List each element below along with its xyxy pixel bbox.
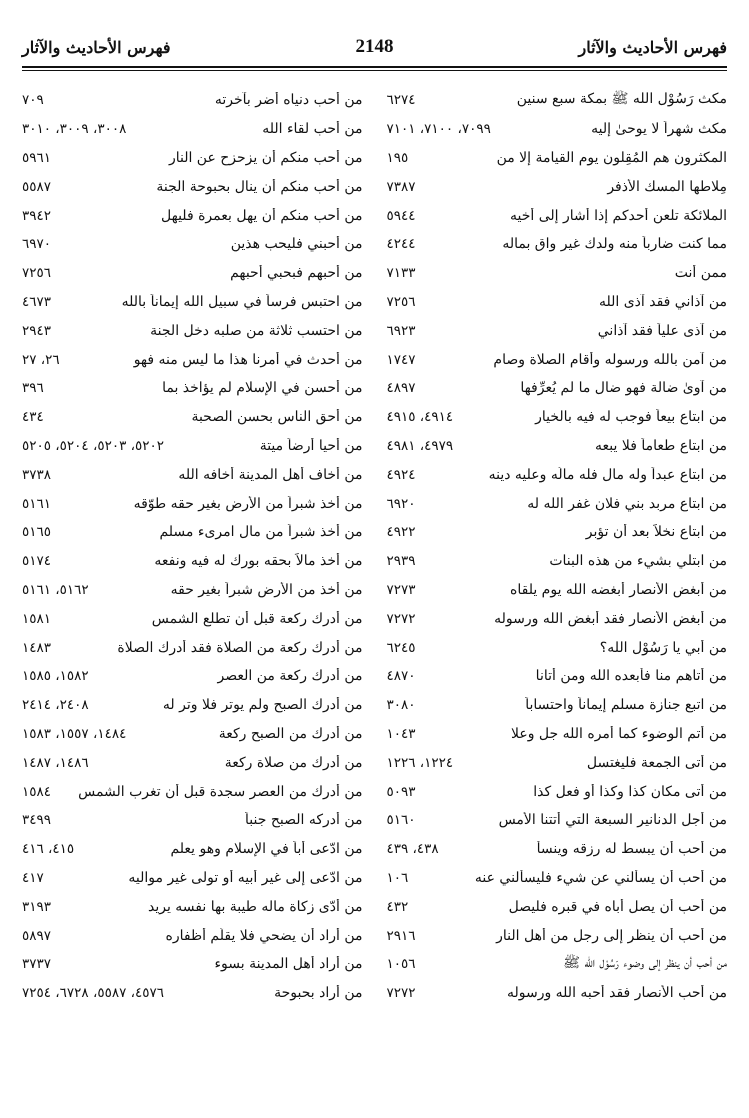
hadith-reference-number: ١٠٥٦ [386,956,416,973]
index-entry [22,172,363,201]
hadith-text: من اتبع جنازة مسلم إيماناً واحتساباً [525,697,727,714]
index-entry [22,748,363,777]
left-column [22,86,363,1098]
hadith-reference-number: ١٠٦ [386,869,409,886]
index-entry [22,489,363,518]
index-entry [22,604,363,633]
hadith-reference-number: ١٩٥ [386,149,409,166]
index-entry [387,892,728,921]
index-entry [387,518,728,547]
index-entry [22,288,363,317]
hadith-text: من أحب أن ينظر إلى رجل من أهل النار [496,927,727,944]
hadith-reference-number: ٤٣٢ [386,898,409,915]
index-entry [387,230,728,259]
hadith-text: من آذى علياً فقد آذاني [597,322,727,339]
hadith-text: من آذاني فقد آذى الله [598,293,727,310]
index-entry [387,921,728,950]
hadith-text: من أخذ من الأرض شبراً بغير حقه [170,581,363,598]
index-entry [387,864,728,893]
hadith-text: من ادّعى إلى غير أبيه أو تولى غير مواليه [128,869,363,886]
index-entry [22,979,363,1008]
hadith-text: من أدرك ركعة قبل أن تطلع الشمس [151,610,363,627]
hadith-text: من آوىٰ ضالة فهو ضال ما لم يُعرِّفها [520,380,727,397]
index-entry [387,720,728,749]
hadith-reference-number: ٥٥٨٧ [22,178,52,195]
hadith-text: من أبغض الأنصار أبغضه الله يوم يلقاه [510,581,727,598]
hadith-reference-number: ١٢٢٤، ١٢٢٦ [386,754,454,771]
hadith-text: من أحب منكم أن يزحزح عن النار [168,149,363,166]
hadith-reference-number: ٤٣٤ [22,409,44,426]
hadith-text: من أحب دنياه أضر بآخرته [214,92,363,109]
hadith-reference-number: ٣٠٠٨، ٣٠٠٩، ٣٠١٠ [22,121,127,138]
hadith-text: من أحيا أرضاً ميتة [259,437,363,454]
hadith-reference-number: ٦٩٧٠ [22,236,52,253]
hadith-reference-number: ٣١٩٣ [22,898,52,915]
page-header [22,30,727,64]
hadith-text: من أحب أن يصل أباه في قبره فليصل [508,898,727,915]
hadith-reference-number: ٢٩٤٣ [22,322,52,339]
hadith-text: من أحق الناس بحسن الصحبة [191,409,363,426]
hadith-text: من ابتلي بشيء من هذه البنات [549,553,727,570]
hadith-reference-number: ٣٧٣٨ [22,466,52,483]
index-entry [387,172,728,201]
hadith-reference-number: ٥٠٩٣ [386,783,416,800]
hadith-reference-number: ٢٩١٦ [386,927,416,944]
index-entry [22,921,363,950]
index-entry [387,979,728,1008]
hadith-reference-number: ٣٠٨٠ [386,697,416,714]
index-entry [387,403,728,432]
hadith-reference-number: ٥١٦٠ [386,812,416,829]
hadith-reference-number: ٣٧٣٧ [22,956,52,973]
hadith-reference-number: ٧٢٥٦ [22,265,52,282]
hadith-reference-number: ٦٢٤٥ [386,639,416,656]
hadith-text: من أخذ شبراً من مال امرىء مسلم [159,524,363,541]
hadith-reference-number: ١٥٨٢، ١٥٨٥ [22,668,89,685]
index-entry [22,259,363,288]
page-number: 2148 [355,36,394,57]
hadith-text: من أراد بحبوحة [274,985,363,1002]
hadith-text: من أخذ شبراً من الأرض بغير حقه طوّقه [133,495,363,512]
hadith-reference-number: ٧٣٨٧ [386,178,416,195]
index-entry [387,86,728,115]
hadith-text: من أخذ مالاً بحقه بورك له فيه ونفعه [154,553,363,570]
hadith-reference-number: ٢٦، ٢٧ [22,351,60,368]
index-entry [387,950,728,979]
hadith-text: من أبي يا رَسُوْل الله؟ [599,639,727,656]
index-columns [22,86,727,1098]
hadith-text: من أتاهم منا فأبعده الله ومن أتانا [535,668,727,685]
hadith-text: مِلاطها المسك الأذفر [607,178,727,195]
hadith-reference-number: ٣٩٦ [22,380,44,397]
hadith-reference-number: ٧٢٧٣ [386,581,416,598]
index-entry [387,460,728,489]
hadith-reference-number: ٤٣٨، ٤٣٩ [386,841,439,858]
index-entry [387,432,728,461]
index-entry [387,806,728,835]
index-entry [22,201,363,230]
hadith-reference-number: ٤١٥، ٤١٦ [22,841,75,858]
index-entry [387,835,728,864]
index-entry [22,691,363,720]
index-entry [387,662,728,691]
hadith-text: من أحب منكم أن ينال بحبوحة الجنة [156,178,363,195]
index-entry [387,259,728,288]
hadith-reference-number: ٥٨٩٧ [22,927,52,944]
hadith-reference-number: ٥٩٦١ [22,149,52,166]
hadith-reference-number: ٦٢٧٤ [386,92,416,109]
hadith-text: مما كنت ضارباً منه ولدك غير واق بماله [502,236,727,253]
hadith-text: من أحب منكم أن يهل بعمرة فليهل [161,207,363,224]
hadith-reference-number: ٢٩٣٩ [386,553,416,570]
index-entry [387,288,728,317]
hadith-text: من أجل الدنانير السبعة التي أتتنا الأمس [498,812,727,829]
index-entry [22,777,363,806]
hadith-text: من ابتاع مربد بني فلان غفر الله له [527,495,727,512]
hadith-text: من آمن بالله ورسوله وأقام الصلاة وصام [493,351,727,368]
hadith-reference-number: ٥٩٤٤ [386,207,416,224]
index-entry [387,604,728,633]
index-entry [387,115,728,144]
index-entry [22,518,363,547]
index-entry [22,460,363,489]
hadith-reference-number: ٤٩٢٢ [386,524,416,541]
index-entry [387,374,728,403]
index-entry [22,864,363,893]
hadith-reference-number: ٣٩٤٢ [22,207,52,224]
index-entry [387,748,728,777]
hadith-reference-number: ٤٥٧٦، ٥٥٨٧، ٦٧٢٨، ٧٢٥٤ [22,985,165,1002]
hadith-reference-number: ٤٩٧٩، ٤٩٨١ [386,437,454,454]
hadith-reference-number: ١٧٤٧ [386,351,416,368]
index-entry [22,345,363,374]
index-entry [22,806,363,835]
hadith-reference-number: ٥٢٠٢، ٥٢٠٣، ٥٢٠٤، ٥٢٠٥ [22,437,165,454]
hadith-text: من ابتاع عبداً وله مال فله مالُه وعليه دينه [488,466,727,483]
hadith-text: من أدّى زكاة ماله طيبة بها نفسه يريد [147,898,363,915]
hadith-text: من أتى مكان كذا وكذا أو فعل كذا [533,783,727,800]
index-entry [387,144,728,173]
hadith-text: من أبغض الأنصار فقد أبغض الله ورسوله [494,610,727,627]
hadith-reference-number: ٢٤٠٨، ٢٤١٤ [22,697,89,714]
hadith-reference-number: ٧١٣٣ [386,265,416,282]
hadith-reference-number: ١٤٨٤، ١٥٥٧، ١٥٨٣ [22,725,127,742]
hadith-reference-number: ٥١٦٢، ٥١٦١ [22,581,89,598]
hadith-text: من ابتاع نخلاً بعد أن تؤبر [585,524,727,541]
hadith-text: من أحب أن يبسط له رزقه وينسأ [536,841,727,858]
index-entry [387,201,728,230]
hadith-text: من أدرك الصبح ولم يوتر فلا وتر له [162,697,363,714]
index-entry [22,892,363,921]
index-entry [22,144,363,173]
hadith-text: من احتسب ثلاثة من صلبه دخل الجنة [150,322,363,339]
hadith-text: من أحبهم فبحبي أحبهم [230,265,363,282]
hadith-reference-number: ٤٩٢٤ [386,466,416,483]
hadith-reference-number: ٦٩٢٣ [386,322,416,339]
index-entry [22,633,363,662]
index-entry [387,691,728,720]
index-entry [387,316,728,345]
index-entry [22,403,363,432]
index-entry [22,432,363,461]
index-entry [22,230,363,259]
hadith-text: من أدرك ركعة من العصر [217,668,363,685]
hadith-text: من ابتاع طعاماً فلا يبعه [595,437,727,454]
hadith-reference-number: ١٥٨٤ [22,783,52,800]
hadith-reference-number: ٤٢٤٤ [386,236,416,253]
hadith-text: من ادّعى أباً في الإسلام وهو يعلم [170,841,363,858]
hadith-reference-number: ٧٠٩٩، ٧١٠٠، ٧١٠١ [386,121,491,138]
hadith-reference-number: ٣٤٩٩ [22,812,52,829]
hadith-text: ممن أنت [674,265,727,282]
hadith-text: من أخاف أهل المدينة أخافه الله [178,466,363,483]
hadith-text: من ابتاع بيعاً فوجب له فيه بالخيار [535,409,727,426]
hadith-text: من أدركه الصبح جنباً [245,812,363,829]
index-entry [22,547,363,576]
index-entry [22,115,363,144]
hadith-reference-number: ٧٢٧٢ [386,985,416,1002]
hadith-text: الملائكة تلعن أحدكم إذا أشار إلى أخيه [509,207,727,224]
hadith-reference-number: ٤٨٩٧ [386,380,416,397]
hadith-text: المكثرون هم المُقِلون يوم القيامة إلا من [496,149,727,166]
hadith-reference-number: ٧٠٩ [22,92,44,109]
hadith-reference-number: ٦٩٢٠ [386,495,416,512]
index-entry [22,316,363,345]
hadith-text: من أحبني فليحب هذين [230,236,363,253]
hadith-reference-number: ٤٦٧٣ [22,293,52,310]
hadith-reference-number: ٤٨٧٠ [386,668,416,685]
index-entry [387,345,728,374]
hadith-text: من أحب لقاء الله [262,121,363,138]
hadith-text: من أدرك من العصر سجدة قبل أن تغرب الشمس [78,783,363,800]
hadith-text: من أدرك من صلاة ركعة [224,754,363,771]
hadith-text: من أدرك من الصبح ركعة [218,725,363,742]
index-entry [22,662,363,691]
hadith-text: من أتم الوضوء كما أمره الله جل وعلا [511,725,727,742]
index-entry [22,720,363,749]
hadith-reference-number: ٧٢٧٢ [386,610,416,627]
right-column [387,86,728,1098]
index-entry [387,777,728,806]
index-entry [22,835,363,864]
hadith-text: من احتبس فرساً في سبيل الله إيماناً بالله [121,293,363,310]
index-entry [387,489,728,518]
index-entry [22,950,363,979]
hadith-text: من أحسن في الإسلام لم يؤاخذ بما [162,380,363,397]
hadith-reference-number: ٥١٦١ [22,495,52,512]
hadith-text: مكث رَسُوْل الله ﷺ بمكة سبع سنين [516,91,727,108]
hadith-reference-number: ٤٩١٤، ٤٩١٥ [386,409,454,426]
hadith-text: من أراد أهل المدينة بسوء [214,956,363,973]
hadith-text: من أراد أن يضحي فلا يقلّم أظفاره [165,927,363,944]
hadith-reference-number: ١٠٤٣ [386,725,416,742]
hadith-reference-number: ١٥٨١ [22,610,52,627]
index-entry [22,374,363,403]
hadith-text: مكث شهراً لا يوحىٰ إليه [591,121,727,138]
hadith-reference-number: ٥١٦٥ [22,524,52,541]
hadith-text: من أحب أن يسألني عن شيء فليسألني عنه [474,869,727,886]
index-entry [387,576,728,605]
header-rule [22,66,727,71]
hadith-reference-number: ٥١٧٤ [22,553,52,570]
hadith-text: من أدرك ركعة من الصلاة فقد أدرك الصلاة [117,639,363,656]
header-title-right: فهرس الأحاديث والآثار [578,37,727,57]
hadith-text: من أحب الأنصار فقد أحبه الله ورسوله [506,985,727,1002]
hadith-text: من أحدث في أمرنا هذا ما ليس منه فهو [133,351,363,368]
hadith-reference-number: ١٤٨٣ [22,639,52,656]
header-title-left: فهرس الأحاديث والآثار [22,37,171,57]
index-entry [387,547,728,576]
hadith-reference-number: ١٤٨٦، ١٤٨٧ [22,754,89,771]
index-entry [387,633,728,662]
hadith-text: من أتى الجمعة فليغتسل [586,754,727,771]
hadith-reference-number: ٧٢٥٦ [386,293,416,310]
hadith-reference-number: ٤١٧ [22,869,44,886]
index-entry [22,576,363,605]
index-entry [22,86,363,115]
hadith-text: من أحب أن ينظر إلى وضوء رَسُوْل الله ﷺ [563,955,727,972]
